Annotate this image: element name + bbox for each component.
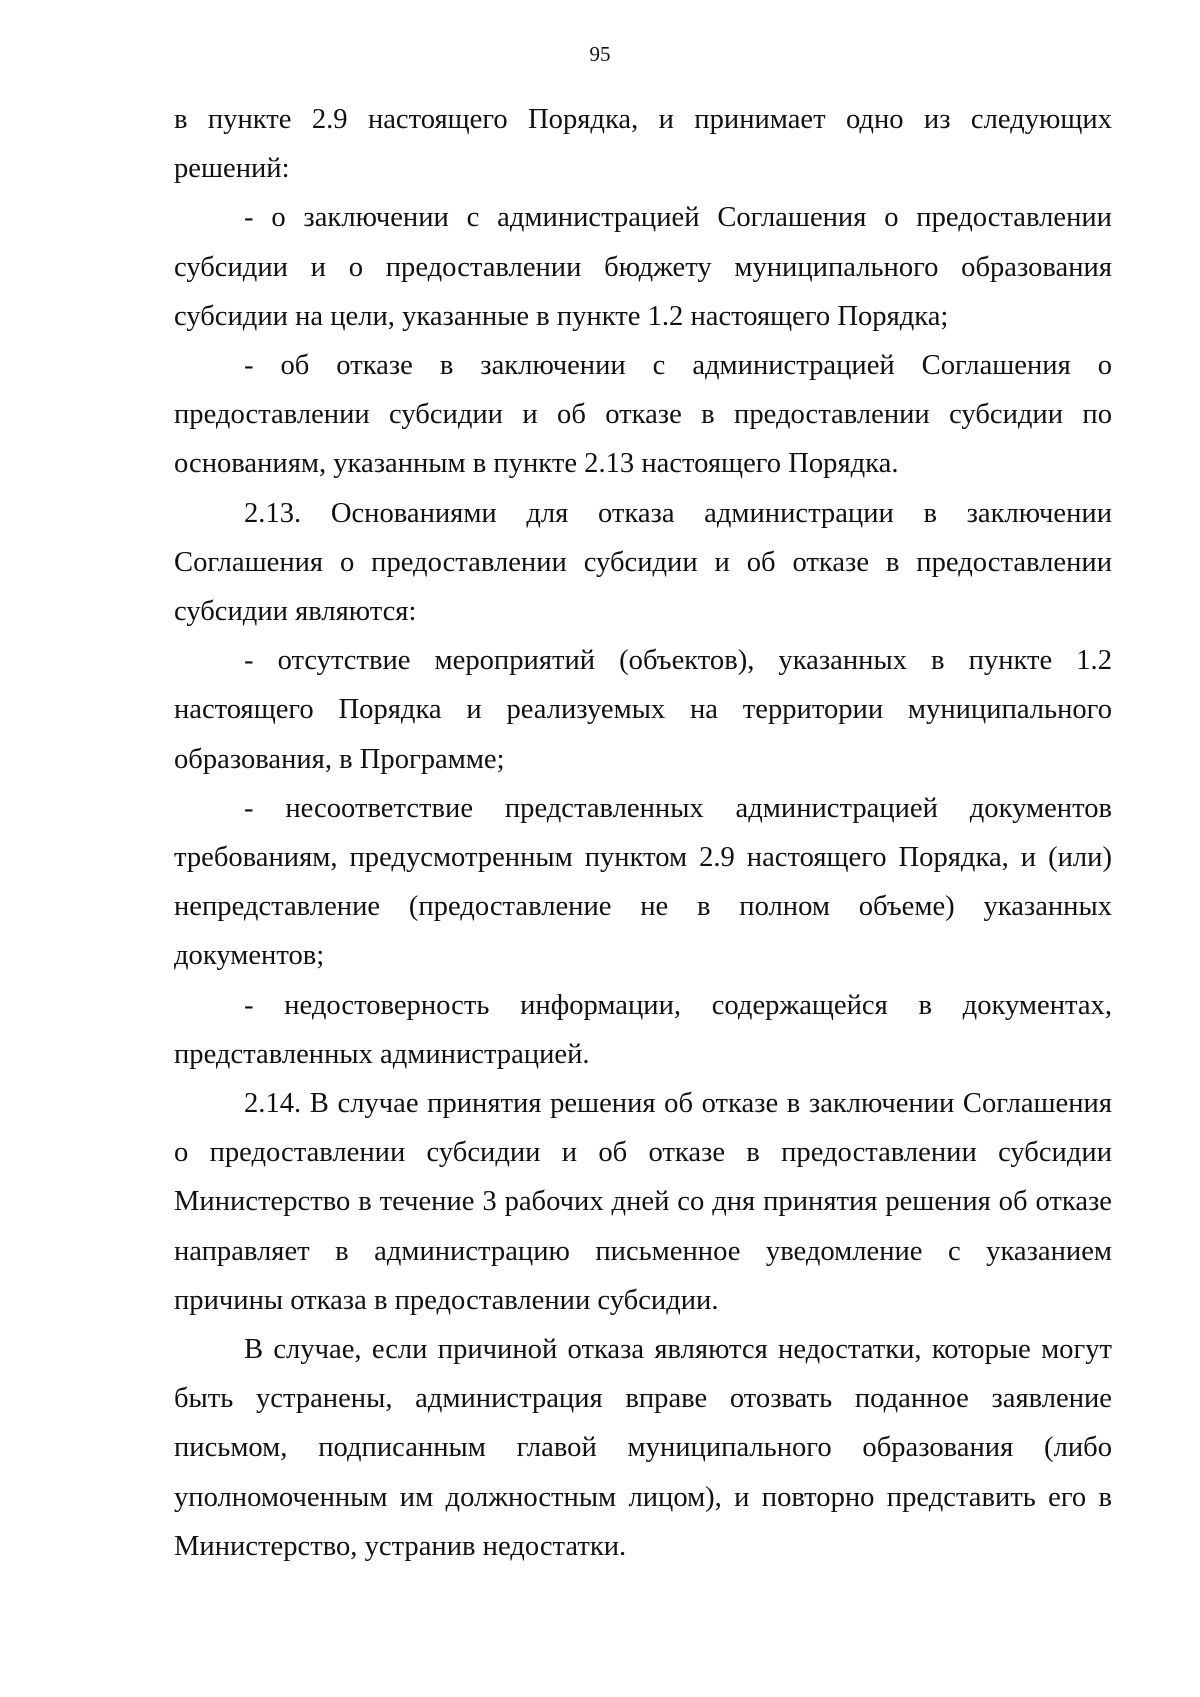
document-body — [174, 95, 1112, 1571]
page-number: 95 — [589, 42, 611, 66]
paragraph-ground-nonconformity: - несоответствие представленных администрацией документов требованиям, предусмотренным пунктом 2.9 настоящего Порядка, и (или) непредставление (предоставление не в полном объеме) указанных документов; — [174, 792, 1112, 972]
paragraph-decisions-intro: в пункте 2.9 настоящего Порядка, и принимает одно из следующих решений: — [174, 104, 1112, 185]
paragraph-2-14: 2.14. В случае принятия решения об отказе в заключении Соглашения о предоставлении субсидии и об отказе в предоставлении субсидии Министерство в течение 3 рабочих дней со дня принятия решения об отказе направляет в администрацию письменное уведомление с указанием причины отказа в предоставлении субсидии. — [174, 1088, 1112, 1316]
paragraph-resubmission: В случае, если причиной отказа являются недостатки, которые могут быть устранены, администрация вправе отозвать поданное заявление письмом, подписанным главой муниципального образования (либо уполномоченным им должностным лицом), и повторно представить его в Министерство, устранив недостатки. — [174, 1334, 1112, 1562]
paragraph-decision-refuse: - об отказе в заключении с администрацией Соглашения о предоставлении субсидии и об отказе в предоставлении субсидии по основаниям, указанным в пункте 2.13 настоящего Порядка. — [174, 350, 1112, 480]
paragraph-ground-no-events: - отсутствие мероприятий (объектов), указанных в пункте 1.2 настоящего Порядка и реализуемых на территории муниципального образования, в Программе; — [174, 645, 1112, 775]
paragraph-2-13-heading: 2.13. Основаниями для отказа администрации в заключении Соглашения о предоставлении субсидии и об отказе в предоставлении субсидии являются: — [174, 497, 1112, 628]
paragraph-ground-unreliability: - недостоверность информации, содержащейся в документах, представленных администрацией. — [174, 989, 1112, 1070]
paragraph-decision-conclude: - о заключении с администрацией Соглашения о предоставлении субсидии и о предоставлении бюджету муниципального образования субсидии на цели, указанные в пункте 1.2 настоящего Порядка; — [174, 202, 1112, 332]
